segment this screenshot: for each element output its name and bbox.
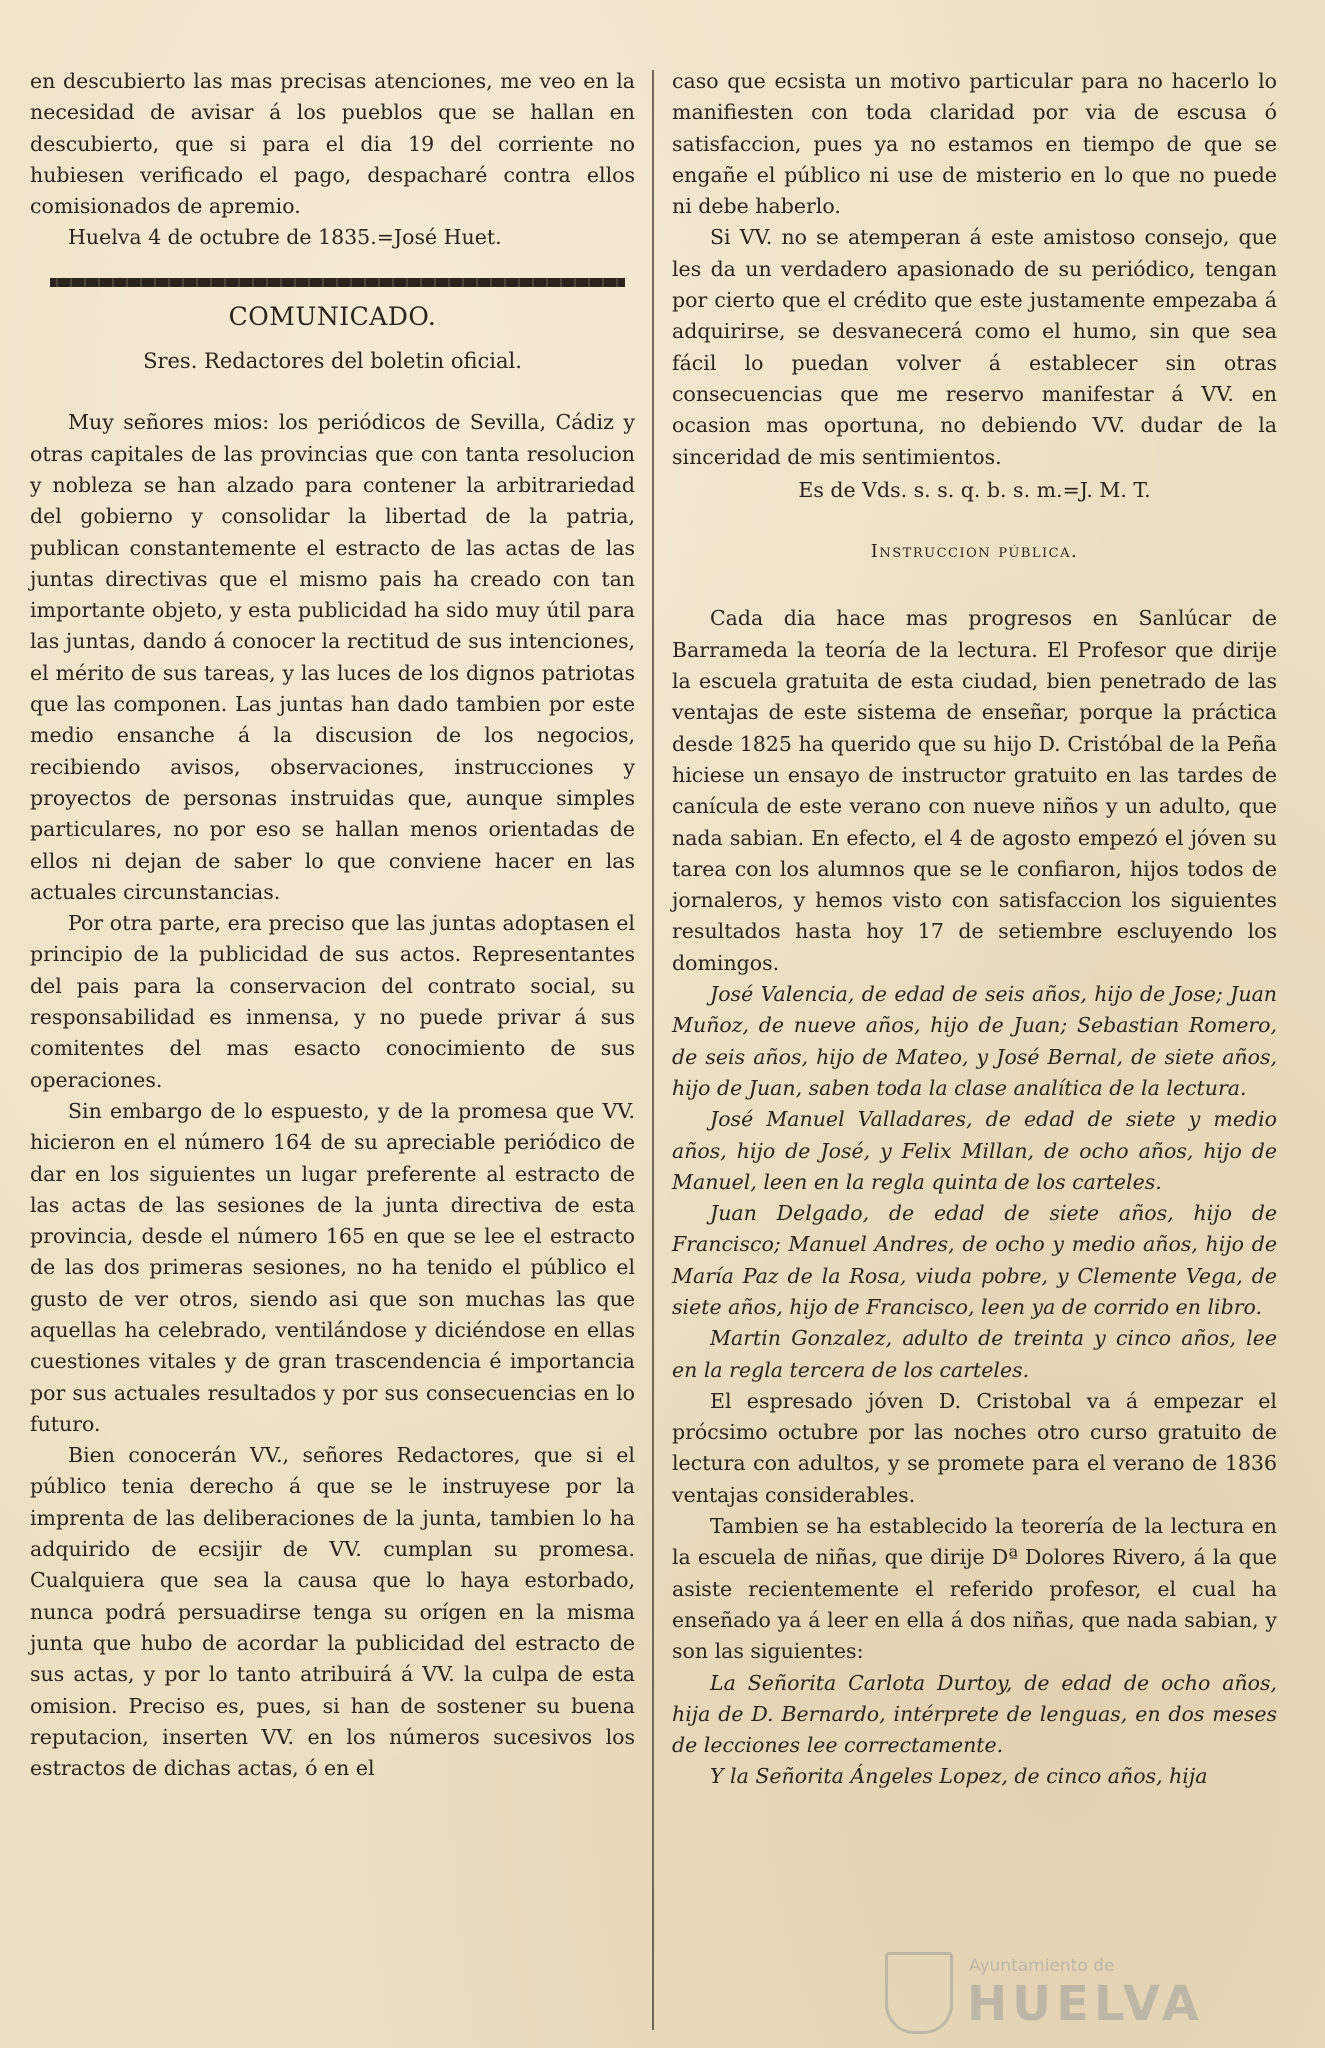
watermark-big-text: HUELVA [967, 1976, 1204, 2032]
paragraph: El espresado jóven D. Cristobal va á empezar el prócsimo octubre por las noches otro curso gratuito de lectura con adultos, y se promete para el verano de 1836 ventajas considerables. [672, 1388, 1277, 1507]
right-column [672, 66, 1277, 1793]
watermark-logo [885, 1950, 1305, 2040]
paragraph: Bien conocerán VV., señores Redactores, que si el público tenia derecho á que se le instruyese por la imprenta de las deliberaciones de la junta, tambien lo ha adquirido de ecsijir de VV. cumplan su promesa. Cualquiera que sea la causa que lo haya estorbado, nunca podrá persuadirse tenga su orígen en la misma junta que hubo de acordar la publicidad del estracto de sus actas, y por lo tanto atribuirá á VV. la culpa de esta omision. Preciso es, pues, si han de sostener su buena reputacion, inserten VV. en los números sucesivos los estractos de dichas actas, ó en el [30, 1443, 635, 1781]
student-entry: José Manuel Valladares, de edad de siete y medio años, hijo de José, y Felix Millan, de ocho años, hijo de Manuel, leen en la regla quinta de los carteles. [672, 1107, 1277, 1194]
intro-text: en descubierto las mas precisas atenciones, me veo en la necesidad de avisar á los pueblos que se hallan en descubierto, que si para el dia 19 del corriente no hubiesen verificado el pago, despacharé contra ellos comisionados de apremio. [30, 69, 635, 219]
watermark-top-text: Ayuntamiento de [969, 1956, 1115, 1976]
salutation: Sres. Redactores del boletin oficial. [143, 349, 522, 374]
separator-rule [50, 278, 625, 287]
student-entry: La Señorita Carlota Durtoy, de edad de ocho años, hija de D. Bernardo, intérprete de lenguas, en dos meses de lecciones lee correctamente. [672, 1670, 1277, 1758]
left-column [30, 66, 635, 1784]
paragraph-continued: caso que ecsista un motivo particular para no hacerlo lo manifiesten con toda claridad por via de escusa ó satisfaccion, pues ya no estamos en tiempo de que se engañe el público ni use de misterio en lo que no puede ni debe haberlo. [672, 69, 1277, 219]
paragraph: Por otra parte, era preciso que las juntas adoptasen el principio de la publicidad de sus actos. Representantes del pais para la conservacion del contrato social, su responsabilidad es inmensa, y no puede privar á sus comitentes del mas esacto conocimiento de sus operaciones. [30, 911, 635, 1092]
paragraph: Cada dia hace mas progresos en Sanlúcar de Barrameda la teoría de la lectura. El Profesor que dirije la escuela gratuita de esta ciudad, bien penetrado de las ventajas de este sistema de enseñar, porque la práctica desde 1825 ha querido que su hijo D. Cristóbal de la Peña hiciese un ensayo de instructor gratuito en las tardes de canícula de este verano con nueve niños y un adulto, que nada sabian. En efecto, el 4 de agosto empezó el jóven su tarea con los alumnos que se le confiaron, hijos todos de jornaleros, y hemos visto con satisfaccion los siguientes resultados hasta hoy 17 de setiembre escluyendo los domingos. [672, 606, 1277, 975]
column-divider [652, 70, 654, 2030]
student-entry: Martin Gonzalez, adulto de treinta y cinco años, lee en la regla tercera de los carteles. [672, 1326, 1277, 1382]
student-entry: Y la Señorita Ángeles Lopez, de cinco años, hija [710, 1764, 1208, 1789]
signature-line: Huelva 4 de octubre de 1835.=José Huet. [68, 225, 502, 250]
student-entry: José Valencia, de edad de seis años, hijo de Jose; Juan Muñoz, de nueve años, hijo de Juan; Sebastian Romero, de seis años, hijo de Mateo, y José Bernal, de siete años, hijo de Juan, saben toda la clase analítica de la lectura. [672, 982, 1277, 1100]
shield-icon [885, 1952, 953, 2034]
paragraph: Si VV. no se atemperan á este amistoso consejo, que les da un verdadero apasionado de su periódico, tengan por cierto que el crédito que este justamente empezaba á adquirirse, se desvanecerá como el humo, sin que sea fácil lo puedan volver á establecer sin otras consecuencias que me reservo manifestar á VV. en ocasion mas oportuna, no debiendo VV. dudar de la sinceridad de mis sentimientos. [672, 225, 1277, 469]
paragraph: Sin embargo de lo espuesto, y de la promesa que VV. hicieron en el número 164 de su apreciable periódico de dar en los siguientes un lugar preferente al estracto de las actas de las sesiones de la junta directiva de esta provincia, desde el número 165 en que se lee el estracto de las dos primeras sesiones, no ha tenido el público el gusto de ver otros, siendo asi que son muchas las que aquellas ha celebrado, ventilándose y diciéndose en ellas cuestiones vitales y de gran trascendencia é importancia por sus actuales resultados y por sus consecuencias en lo futuro. [30, 1098, 635, 1436]
section-heading-instruccion: Instruccion pública. [870, 541, 1079, 563]
section-heading-comunicado: COMUNICADO. [228, 301, 437, 331]
paragraph: Tambien se ha establecido la teorería de la lectura en la escuela de niñas, que dirije Dª Dolores Rivero, á la que asiste recientemente el referido profesor, el cual ha enseñado ya á leer en ella á dos niñas, que nada sabian, y son las siguientes: [672, 1514, 1277, 1664]
paragraph: Muy señores mios: los periódicos de Sevilla, Cádiz y otras capitales de las provincias que con tanta resolucion y nobleza se han alzado para contener la arbitrariedad del gobierno y consolidar la libertad de la patria, publican constantemente el estracto de las actas de las juntas directivas que el mismo pais ha creado con tan importante objeto, y esta publicidad ha sido muy útil para las juntas, dando á conocer la rectitud de sus intenciones, el mérito de sus tareas, y las luces de los dignos patriotas que las componen. Las juntas han dado tambien por este medio ensanche á la discusion de los negocios, recibiendo avisos, observaciones, instrucciones y proyectos de personas instruidas que, aunque simples particulares, no por eso se hallan menos orientadas de ellos ni dejan de saber lo que conviene hacer en las actuales circunstancias. [30, 410, 635, 904]
student-entry: Juan Delgado, de edad de siete años, hijo de Francisco; Manuel Andres, de ocho y medio años, hijo de María Paz de la Rosa, viuda pobre, y Clemente Vega, de siete años, hijo de Francisco, leen ya de corrido en libro. [672, 1201, 1277, 1319]
letter-closing: Es de Vds. s. s. q. b. s. m.=J. M. T. [798, 477, 1151, 502]
